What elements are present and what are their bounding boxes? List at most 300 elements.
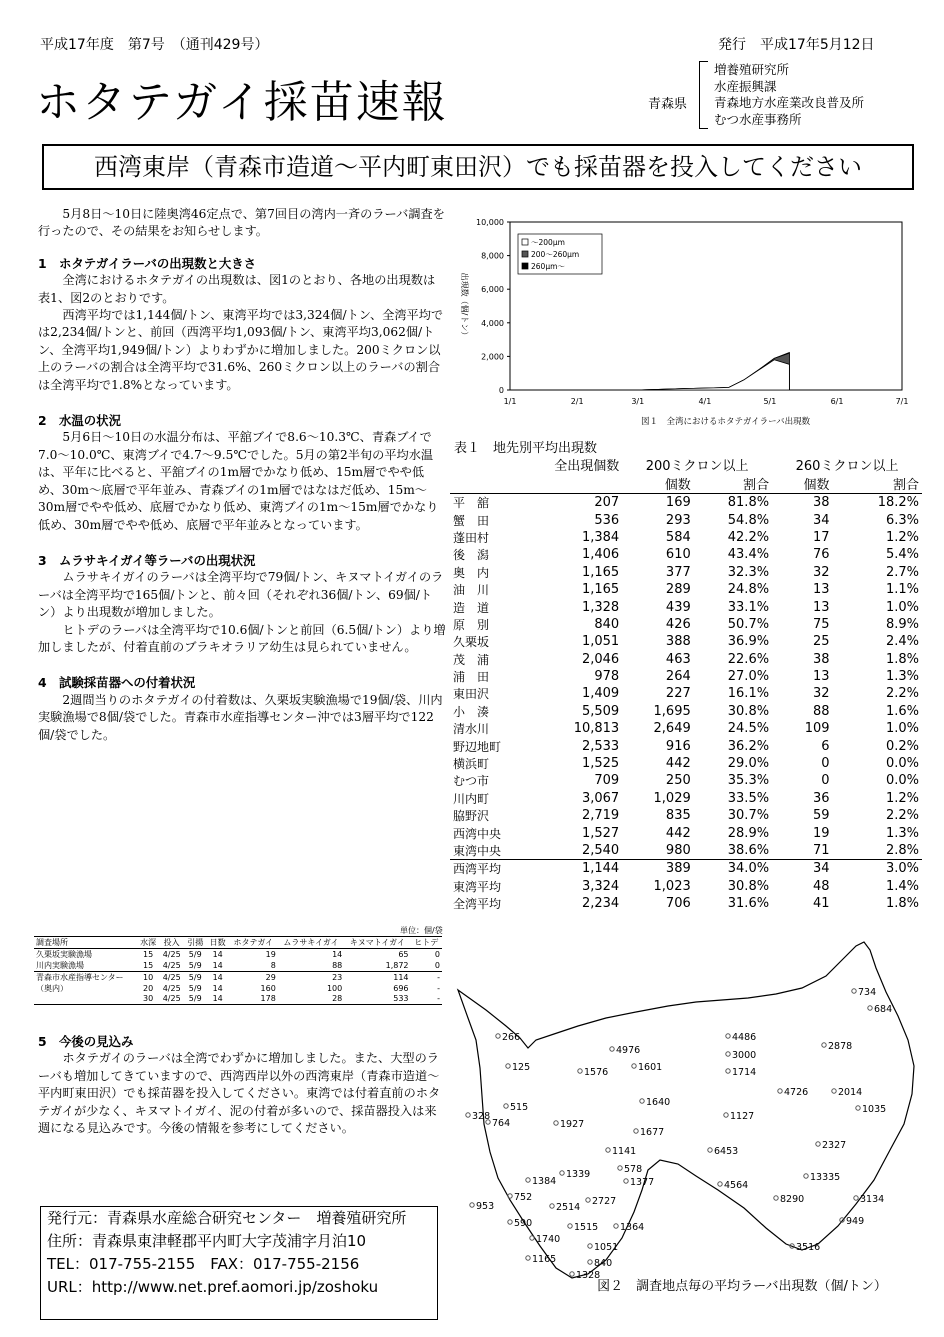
station-marker xyxy=(634,1129,638,1133)
station-marker xyxy=(504,1104,508,1108)
table-cell: 88 xyxy=(332,961,343,970)
table-row xyxy=(34,960,442,972)
table-cell: 19 xyxy=(813,825,830,841)
col-260: 260ミクロン以上 xyxy=(795,459,899,474)
table-cell: 59 xyxy=(813,808,830,824)
publisher-bracket xyxy=(699,61,708,129)
map-caption: 図２ 調査地点毎の平均ラーバ出現数（個/トン） xyxy=(597,1279,887,1294)
table2-unit: 単位：個/袋 xyxy=(400,926,443,935)
legend-swatch xyxy=(522,251,528,257)
station-value: 1165 xyxy=(532,1254,557,1265)
station-value: 578 xyxy=(624,1164,643,1175)
table-cell: 1.4% xyxy=(885,878,919,894)
table-cell: 1.2% xyxy=(885,529,919,545)
station-marker xyxy=(624,1179,628,1183)
publisher-list xyxy=(714,62,864,128)
table-cell: 10,813 xyxy=(573,721,620,737)
table-cell: 2,234 xyxy=(581,896,620,912)
table-cell: 42.2% xyxy=(727,529,770,545)
table-cell: 6 xyxy=(821,738,830,754)
row-label: 浦 田 xyxy=(453,670,490,685)
table-cell: 54.8% xyxy=(727,512,770,528)
station-marker xyxy=(614,1224,618,1228)
section-paragraph: 5月6日～10日の水温分布は、平舘ブイで8.6～10.3℃、青森ブイで7.0～10.0℃、東湾ブイで4.7～9.5℃でした。5月の第2半旬の平均水温は、平年に比べると、平舘ブイの1m層でかなり低め、15m層でやや低め、30m～底層で平年並み、青森ブイの1m層ではなはだ低め、15m～30m層でやや低め、底層でかなり低め、東湾ブイの1m～15m層でかなり低め、30m層でやや低め、底層で平年並みとなっています。 xyxy=(38,430,439,532)
table-cell: - xyxy=(437,973,440,982)
x-tick-label: 4/1 xyxy=(698,397,712,406)
station-value: 2727 xyxy=(592,1196,617,1207)
station-marker xyxy=(466,1113,470,1117)
table-header-cell: ホタテガイ xyxy=(233,938,274,947)
row-label: 全湾平均 xyxy=(453,897,502,912)
article-body xyxy=(38,206,446,744)
table-cell: 1,409 xyxy=(581,686,620,702)
table-cell: 388 xyxy=(665,634,691,650)
station-value: 1127 xyxy=(730,1111,755,1122)
table-header-cell: ムラサキイガイ xyxy=(283,938,339,947)
table-cell: 14 xyxy=(212,973,223,982)
table-cell: 293 xyxy=(665,512,691,528)
table-cell: 10 xyxy=(143,973,154,982)
station-marker xyxy=(570,1272,574,1276)
table-header-row xyxy=(34,937,442,949)
table-cell: 840 xyxy=(594,616,620,632)
table-row xyxy=(450,772,922,789)
station-value: 1141 xyxy=(612,1146,637,1157)
station-marker xyxy=(568,1224,572,1228)
contact-address: 住所：青森県東津軽郡平内町大字茂浦字月泊10 xyxy=(47,1232,367,1250)
section-heading: 3 ムラサキイガイ等ラーバの出現状況 xyxy=(38,552,256,568)
station-value: 2327 xyxy=(822,1140,847,1151)
table-cell: 76 xyxy=(813,547,830,563)
table-cell: 0.2% xyxy=(885,738,919,754)
table-cell: 36 xyxy=(813,790,830,806)
table-cell: 2.4% xyxy=(885,634,919,650)
table-cell: 1.0% xyxy=(885,599,919,615)
table-cell: 27.0% xyxy=(727,669,770,685)
table1-caption: 表１ 地先別平均出現数 xyxy=(454,441,598,456)
table-cell: 28.9% xyxy=(727,825,770,841)
station-value: 840 xyxy=(594,1258,613,1269)
station-marker xyxy=(632,1064,636,1068)
table-cell: 20 xyxy=(143,984,154,993)
row-label: 茂 浦 xyxy=(453,652,490,667)
station-value: 764 xyxy=(492,1118,511,1129)
table-cell: 19 xyxy=(265,950,276,959)
regional-table xyxy=(450,455,922,912)
table-cell: 6.3% xyxy=(885,512,919,528)
section-paragraph: ホタテガイのラーバは全湾でわずかに増加しました。また、大型のラーバも増加してきていますので、西湾西岸以外の西湾東岸（青森市造道～平内町東田沢）でも採苗器を投入してください。東湾では付着直前のホタテガイが少なく、キヌマトイガイ、泥の付着が多いので、採苗器投入は来週になる見込みです。今後の情報を参考にしてください。 xyxy=(38,1051,441,1136)
station-marker xyxy=(530,1236,534,1240)
row-label: 造 道 xyxy=(453,600,490,615)
table-cell: 377 xyxy=(665,564,691,580)
station-marker xyxy=(726,1034,730,1038)
station-value: 2014 xyxy=(838,1087,863,1098)
station-value: 328 xyxy=(472,1111,491,1122)
row-label: 川内町 xyxy=(453,791,490,806)
table-cell: 2.2% xyxy=(885,808,919,824)
table-cell: 442 xyxy=(665,756,691,772)
table-cell: 442 xyxy=(665,825,691,841)
table-cell: 169 xyxy=(665,495,691,511)
table-row xyxy=(34,972,442,984)
table-cell: 536 xyxy=(594,512,620,528)
table-cell: 38 xyxy=(813,495,830,511)
x-tick-label: 5/1 xyxy=(763,397,777,406)
station-value: 266 xyxy=(502,1032,521,1043)
table-row xyxy=(450,860,922,878)
table-cell: 8 xyxy=(270,961,276,970)
table-cell: 978 xyxy=(594,669,620,685)
table-cell: 1,029 xyxy=(653,790,691,806)
station-value: 4976 xyxy=(616,1045,641,1056)
table-cell: 16.1% xyxy=(727,686,770,702)
station-value: 515 xyxy=(510,1102,529,1113)
station-value: 1339 xyxy=(566,1169,591,1180)
station-marker xyxy=(724,1113,728,1117)
table-cell: 34 xyxy=(813,512,830,528)
table-cell: 2.8% xyxy=(885,843,919,858)
table-row xyxy=(450,737,922,754)
station-marker xyxy=(618,1166,622,1170)
station-marker xyxy=(868,1006,872,1010)
station-value: 1377 xyxy=(630,1177,655,1188)
table-cell: 2,540 xyxy=(581,843,620,858)
table-cell: 34 xyxy=(813,861,830,877)
table-cell: 41 xyxy=(813,896,830,912)
table-cell: （奥内） xyxy=(36,984,68,993)
issue-date: 発行 平成17年5月12日 xyxy=(718,37,875,53)
table-row xyxy=(450,878,922,895)
table-cell: 青森市水産指導センター xyxy=(36,973,124,982)
contact-publisher: 発行元：青森県水産総合研究センター 増養殖研究所 xyxy=(47,1209,407,1227)
table-row xyxy=(450,529,922,546)
station-marker xyxy=(774,1196,778,1200)
sub-ratio: 割合 xyxy=(892,478,919,493)
x-tick-label: 7/1 xyxy=(895,397,909,406)
station-value: 3516 xyxy=(796,1242,821,1253)
table-row xyxy=(450,581,922,598)
table-cell: 25 xyxy=(813,634,830,650)
station-value: 734 xyxy=(858,987,877,998)
station-value: 1714 xyxy=(732,1067,757,1078)
section-paragraph: ヒトデのラーバは全湾平均で10.6個/トンと前回（6.5個/トン）より増加しましたが、付着直前のブラキオラリア幼生は見られていません。 xyxy=(38,622,446,654)
table-cell: 32 xyxy=(813,686,830,702)
table-row xyxy=(450,755,922,772)
table-cell: 1,165 xyxy=(581,582,620,598)
station-value: 1927 xyxy=(560,1119,585,1130)
station-value: 8290 xyxy=(780,1194,805,1205)
intro-paragraph: 5月8日～10日に陸奥湾46定点で、第7回目の湾内一斉のラーバ調査を行ったので、その結果をお知らせします。 xyxy=(38,207,445,239)
table-cell: 0 xyxy=(434,961,440,970)
table-cell: 1.2% xyxy=(885,790,919,806)
table-row xyxy=(450,598,922,615)
outlook-section xyxy=(38,1033,446,1137)
table-cell: 227 xyxy=(665,686,691,702)
table-cell: 13 xyxy=(813,582,830,598)
station-marker xyxy=(856,1106,860,1110)
table-row xyxy=(450,564,922,581)
table-cell: 696 xyxy=(393,984,409,993)
station-value: 4564 xyxy=(724,1180,749,1191)
bay-map xyxy=(446,928,932,1296)
table-row xyxy=(450,790,922,807)
table-cell: 1,384 xyxy=(581,529,620,545)
y-tick-label: 2,000 xyxy=(481,352,504,362)
station-marker xyxy=(496,1034,500,1038)
table-header-cell: 調査場所 xyxy=(36,938,68,947)
station-marker xyxy=(640,1099,644,1103)
table-row xyxy=(450,633,922,650)
station-value: 4726 xyxy=(784,1087,809,1098)
section-paragraph: 2週間当りのホタテガイの付着数は、久栗坂実験漁場で19個/袋、川内実験漁場で8個/袋でした。青森市水産指導センター沖では3層平均で122個/袋でした。 xyxy=(38,692,443,742)
contact-url[interactable]: URL：http://www.net.pref.aomori.jp/zoshoku xyxy=(47,1278,379,1296)
table-cell: 2.2% xyxy=(885,686,919,702)
table-row xyxy=(34,983,442,994)
table-cell: 1.8% xyxy=(885,896,919,912)
settlement-table xyxy=(34,936,442,1005)
station-value: 684 xyxy=(874,1004,893,1015)
table-header-cell: キヌマトイガイ xyxy=(349,938,405,947)
station-value: 949 xyxy=(846,1216,865,1227)
station-value: 1364 xyxy=(620,1222,645,1233)
station-marker xyxy=(470,1203,474,1207)
larvae-chart xyxy=(452,212,914,434)
station-marker xyxy=(708,1148,712,1152)
row-label: むつ市 xyxy=(453,774,490,789)
table-cell: 2.7% xyxy=(885,564,919,580)
table-cell: 1,406 xyxy=(581,547,620,563)
table-cell: 29 xyxy=(265,973,276,982)
legend-swatch xyxy=(522,239,528,245)
table-cell: 1,023 xyxy=(653,878,691,894)
table-cell: - xyxy=(437,984,440,993)
table-cell: 533 xyxy=(393,994,409,1004)
table-cell: 35.3% xyxy=(727,773,770,789)
table-cell: 30.8% xyxy=(727,878,770,894)
table-cell: 426 xyxy=(665,616,691,632)
publisher-item: 青森地方水産業改良普及所 xyxy=(714,95,865,111)
table-cell: 14 xyxy=(212,994,223,1004)
table-row xyxy=(450,511,922,528)
station-value: 1384 xyxy=(532,1176,557,1187)
station-value: 3134 xyxy=(860,1194,885,1205)
table-cell: 48 xyxy=(813,878,830,894)
table-cell xyxy=(34,994,137,1004)
table-row xyxy=(450,895,922,912)
table-row xyxy=(450,668,922,685)
station-marker xyxy=(506,1064,510,1068)
table-cell: 30.7% xyxy=(727,808,770,824)
row-label: 脇野沢 xyxy=(453,809,490,824)
table-header-cell: 水深 xyxy=(140,938,157,947)
table-cell: 30.8% xyxy=(727,703,770,719)
table-cell: - xyxy=(437,994,440,1004)
station-marker xyxy=(526,1256,530,1260)
table-row xyxy=(450,685,922,702)
station-marker xyxy=(554,1121,558,1125)
table-cell: 5/9 xyxy=(188,984,202,993)
table-cell: 1.3% xyxy=(885,669,919,685)
table-cell: 4/25 xyxy=(162,984,181,993)
row-label: 東田沢 xyxy=(453,687,490,702)
station-marker xyxy=(550,1204,554,1208)
table-cell: 14 xyxy=(212,984,223,993)
table-cell: 17 xyxy=(813,529,830,545)
section-heading: 2 水温の状況 xyxy=(38,413,121,429)
table-cell: 1,525 xyxy=(581,756,620,772)
table-cell: 30 xyxy=(143,994,154,1004)
table-cell: 389 xyxy=(665,861,691,877)
table-header-cell: ヒトデ xyxy=(414,938,439,947)
table-cell: 13 xyxy=(813,669,830,685)
row-label: 蟹 田 xyxy=(453,513,490,528)
station-marker xyxy=(610,1047,614,1051)
table-cell: 38 xyxy=(813,651,830,667)
table-row xyxy=(34,949,442,961)
table-cell: 1.8% xyxy=(885,651,919,667)
station-value: 4486 xyxy=(732,1032,757,1043)
table-cell: 65 xyxy=(398,950,409,959)
table-cell: 0 xyxy=(434,950,440,959)
table-cell: 4/25 xyxy=(162,950,181,959)
section-heading: 4 試験採苗器への付着状況 xyxy=(38,675,196,691)
y-axis-label: 出現数（個/トン） xyxy=(460,272,469,340)
station-value: 1515 xyxy=(574,1222,599,1233)
table-cell: 36.9% xyxy=(727,634,770,650)
table-cell: 1.3% xyxy=(885,825,919,841)
table-cell: 32.3% xyxy=(727,564,770,580)
table-cell: 4/25 xyxy=(162,961,181,970)
table-row xyxy=(450,703,922,720)
row-label: 平 舘 xyxy=(453,496,490,511)
station-value: 1035 xyxy=(862,1104,887,1115)
station-value: 1051 xyxy=(594,1242,619,1253)
station-value: 1740 xyxy=(536,1234,561,1245)
table-cell: 23 xyxy=(332,973,343,982)
row-label: 西湾中央 xyxy=(453,826,502,841)
table-cell: 5/9 xyxy=(188,994,202,1004)
row-label: 横浜町 xyxy=(453,757,490,772)
table-cell: 2,046 xyxy=(581,651,620,667)
table-cell: 4/25 xyxy=(162,994,181,1004)
table-cell: 2,719 xyxy=(581,808,620,824)
station-marker xyxy=(578,1069,582,1073)
table-cell: 4/25 xyxy=(162,973,181,982)
table-cell: 3,067 xyxy=(581,790,620,806)
table-cell: 0.0% xyxy=(885,773,919,789)
table-cell: 22.6% xyxy=(727,651,770,667)
station-value: 13335 xyxy=(810,1172,841,1183)
x-tick-label: 2/1 xyxy=(570,397,584,406)
row-label: 久栗坂 xyxy=(453,635,490,650)
station-value: 1640 xyxy=(646,1097,671,1108)
sub-count: 個数 xyxy=(803,478,830,493)
table-cell: 5/9 xyxy=(188,950,202,959)
station-marker xyxy=(778,1089,782,1093)
table-cell: 43.4% xyxy=(727,547,770,563)
table-cell: 5,509 xyxy=(581,703,620,719)
table-cell: 38.6% xyxy=(727,843,770,858)
row-label: 東湾平均 xyxy=(453,879,502,894)
table-row xyxy=(450,824,922,841)
section-paragraph: ムラサキイガイのラーバは全湾平均で79個/トン、キヌマトイガイのラーバは全湾平均で165個/トンと、前々回（それぞれ36個/トン、69個/トン）より出現数が増加しました。 xyxy=(38,570,444,620)
chart-caption: 図１ 全湾におけるホタテガイラーバ出現数 xyxy=(641,417,811,427)
y-tick-label: 6,000 xyxy=(481,285,504,295)
table-cell: 706 xyxy=(665,896,691,912)
station-marker xyxy=(586,1198,590,1202)
row-label: 西湾平均 xyxy=(453,862,502,877)
table-cell: 1,144 xyxy=(581,861,620,877)
y-tick-label: 0 xyxy=(498,386,504,395)
table-cell: 28 xyxy=(332,994,343,1004)
station-marker xyxy=(822,1043,826,1047)
station-value: 752 xyxy=(514,1192,533,1203)
table-cell: 109 xyxy=(804,721,830,737)
table-cell: 5.4% xyxy=(885,547,919,563)
table-cell: 439 xyxy=(665,599,691,615)
table-cell: 178 xyxy=(260,994,276,1004)
table-cell: 0.0% xyxy=(885,756,919,772)
row-label: 蓬田村 xyxy=(453,530,490,545)
table-cell: 1,051 xyxy=(581,634,620,650)
publisher-item: むつ水産事務所 xyxy=(714,111,802,127)
table-cell: 15 xyxy=(143,961,154,970)
table-cell: 71 xyxy=(813,843,830,858)
table-cell: 88 xyxy=(813,703,830,719)
table-cell: 24.8% xyxy=(727,582,770,598)
station-value: 953 xyxy=(476,1201,495,1212)
y-tick-label: 4,000 xyxy=(481,318,504,328)
row-label: 小 湊 xyxy=(453,704,490,719)
row-label: 野辺地町 xyxy=(453,739,502,754)
station-value: 1576 xyxy=(584,1067,609,1078)
table-cell: 114 xyxy=(393,973,409,982)
col-total: 全出現個数 xyxy=(554,459,620,474)
table-cell: 2,649 xyxy=(653,721,691,737)
table-header-cell: 引揚 xyxy=(187,938,204,947)
y-tick-label: 10,000 xyxy=(476,218,504,227)
row-label: 後 潟 xyxy=(453,548,490,563)
station-marker xyxy=(854,1196,858,1200)
station-marker xyxy=(606,1148,610,1152)
table-row xyxy=(450,807,922,824)
y-tick-label: 8,000 xyxy=(481,251,504,261)
table-cell: 264 xyxy=(665,669,691,685)
table-cell: 33.1% xyxy=(727,599,770,615)
x-tick-label: 1/1 xyxy=(503,397,517,406)
table-cell: 463 xyxy=(665,651,691,667)
table-cell: 32 xyxy=(813,564,830,580)
legend-label: 260μm～ xyxy=(531,262,565,271)
station-marker xyxy=(718,1182,722,1186)
table-cell: 1,328 xyxy=(581,599,620,615)
table-cell: 2,533 xyxy=(581,738,620,754)
table-cell: 33.5% xyxy=(727,790,770,806)
station-value: 2878 xyxy=(828,1041,853,1052)
row-label: 奥 内 xyxy=(453,565,490,580)
table-cell: 久栗坂実験漁場 xyxy=(36,950,92,959)
table-cell: 8.9% xyxy=(885,616,919,632)
station-value: 2514 xyxy=(556,1202,581,1213)
table-cell: 18.2% xyxy=(877,495,919,511)
table-cell: 34.0% xyxy=(727,861,770,877)
table-cell: 100 xyxy=(326,984,343,993)
publisher-item: 増養殖研究所 xyxy=(714,62,790,77)
table-cell: 14 xyxy=(332,950,343,959)
table-cell: 5/9 xyxy=(188,961,202,970)
table-row xyxy=(450,720,922,737)
sub-count: 個数 xyxy=(664,478,691,493)
